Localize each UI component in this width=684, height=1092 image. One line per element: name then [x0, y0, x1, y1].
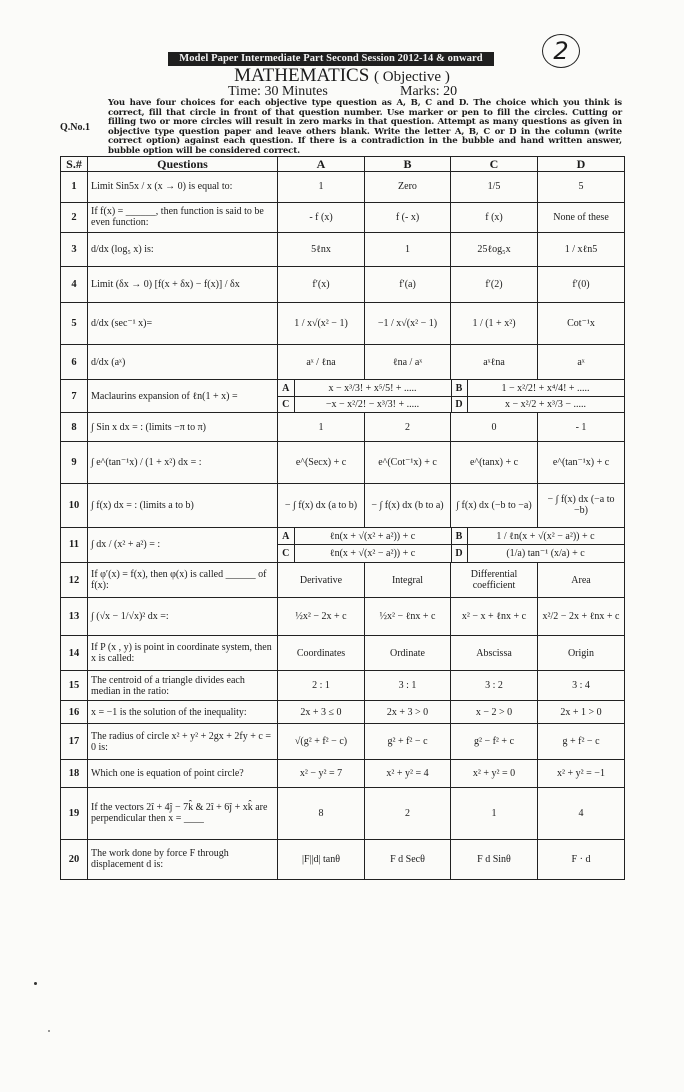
option-a: e^(Secx) + c	[278, 441, 365, 483]
question-number: 2	[61, 202, 88, 233]
option-c: x − 2 > 0	[451, 700, 538, 724]
option-c: 25ℓog₅x	[451, 233, 538, 267]
question-row	[61, 839, 625, 879]
question-row	[61, 302, 625, 344]
option-d: − ∫ f(x) dx (−a to −b)	[538, 484, 625, 528]
option-d: x²/2 − 2x + ℓnx + c	[538, 598, 625, 636]
option-letter-d: D	[451, 396, 467, 412]
option-c: 1 / (1 + x²)	[451, 302, 538, 344]
option-a: - f (x)	[278, 202, 365, 233]
question-row	[61, 233, 625, 267]
option-letter-c: C	[278, 396, 294, 412]
option-c: f′(2)	[451, 267, 538, 302]
instructions: You have four choices for each objective type question as A, B, C and D. The choice which you think is correct, fill that circle in front of that question number. Use marker or pen to fill the circles. Cutting or filling two or more circles will result in zero marks in that question. Attempt as many questions as given in objective type question paper and leave others blank. Write the letter A, B, C or D in the column (write correct option) against each question. If there is a contradiction in the bubble and hand written answer, bubble option will be considered correct.	[108, 98, 622, 156]
option-a: 8	[278, 787, 365, 839]
question-text: ∫ Sin x dx = : (limits −π to π)	[88, 413, 278, 441]
option-b: ℓna / aˣ	[365, 345, 451, 380]
question-number: 18	[61, 759, 88, 787]
question-text: If P (x , y) is point in coordinate system, then x is called:	[88, 636, 278, 671]
subject-title	[0, 65, 684, 87]
question-number: 14	[61, 636, 88, 671]
scan-mark	[48, 1030, 50, 1032]
question-number: 13	[61, 598, 88, 636]
option-a: − ∫ f(x) dx (a to b)	[278, 484, 365, 528]
option-letter-a: A	[278, 528, 294, 545]
options-grid	[278, 380, 625, 412]
header-sn: S.#	[61, 157, 88, 172]
question-number: 20	[61, 839, 88, 879]
question-row	[61, 172, 625, 203]
question-row	[61, 671, 625, 700]
questions-body	[61, 172, 625, 880]
question-row	[61, 202, 625, 233]
option-c: 1	[451, 787, 538, 839]
option-c: g² − f² + c	[451, 724, 538, 759]
question-text: ∫ (√x − 1/√x)² dx =:	[88, 598, 278, 636]
option-letter-b: B	[451, 380, 467, 396]
question-text: If the vectors 2î + 4ĵ − 7k̂ & 2î + 6ĵ + xk̂ are perpendicular then x = ____	[88, 787, 278, 839]
question-text: If φ′(x) = f(x), then φ(x) is called ______ of f(x):	[88, 563, 278, 598]
option-c: ∫ f(x) dx (−b to −a)	[451, 484, 538, 528]
question-text: Which one is equation of point circle?	[88, 759, 278, 787]
question-text: ∫ f(x) dx = : (limits a to b)	[88, 484, 278, 528]
option-c: F d Sinθ	[451, 839, 538, 879]
header-b: B	[365, 157, 451, 172]
options-grid	[278, 528, 625, 562]
question-number: 8	[61, 413, 88, 441]
question-number: 5	[61, 302, 88, 344]
question-number-label: Q.No.1	[60, 122, 90, 133]
option-letter-c: C	[278, 545, 294, 562]
option-c: Differential coefficient	[451, 563, 538, 598]
option-b: 1 / ℓn(x + √(x² − a²)) + c	[467, 528, 624, 545]
question-row	[61, 724, 625, 759]
questions-table	[60, 156, 625, 880]
question-text: ∫ e^(tan⁻¹x) / (1 + x²) dx = :	[88, 441, 278, 483]
options-block	[278, 380, 625, 413]
option-d: Area	[538, 563, 625, 598]
session-banner: Model Paper Intermediate Part Second Session 2012-14 & onward	[168, 52, 494, 66]
question-row	[61, 380, 625, 413]
option-b: ½x² − ℓnx + c	[365, 598, 451, 636]
header-d: D	[538, 157, 625, 172]
header-a: A	[278, 157, 365, 172]
option-c: −x − x²/2! − x³/3! + .....	[294, 396, 451, 412]
option-a: Coordinates	[278, 636, 365, 671]
question-number: 7	[61, 380, 88, 413]
header-c: C	[451, 157, 538, 172]
option-b: 1	[365, 233, 451, 267]
option-b: g² + f² − c	[365, 724, 451, 759]
option-a: x − x³/3! + x⁵/5! + .....	[294, 380, 451, 396]
option-d: x − x²/2 + x³/3 − .....	[467, 396, 624, 412]
question-text: The radius of circle x² + y² + 2gx + 2fy + c = 0 is:	[88, 724, 278, 759]
question-number: 17	[61, 724, 88, 759]
option-d: aˣ	[538, 345, 625, 380]
option-c: x² + y² = 0	[451, 759, 538, 787]
question-row	[61, 267, 625, 302]
option-d: 2x + 1 > 0	[538, 700, 625, 724]
option-c: 1/5	[451, 172, 538, 203]
scan-mark	[34, 982, 37, 985]
question-row	[61, 563, 625, 598]
option-b: 2	[365, 787, 451, 839]
time-allowed: Time: 30 Minutes	[228, 84, 328, 99]
option-letter-d: D	[451, 545, 467, 562]
option-c: aˣℓna	[451, 345, 538, 380]
question-number: 19	[61, 787, 88, 839]
option-d: 5	[538, 172, 625, 203]
question-text: The centroid of a triangle divides each median in the ratio:	[88, 671, 278, 700]
option-c: 0	[451, 413, 538, 441]
option-d: f′(0)	[538, 267, 625, 302]
option-b: 3 : 1	[365, 671, 451, 700]
page-number-circle: 2	[542, 34, 580, 68]
question-text: If f(x) = ______, then function is said to be even function:	[88, 202, 278, 233]
option-a: ½x² − 2x + c	[278, 598, 365, 636]
options-row	[278, 528, 624, 545]
option-d: - 1	[538, 413, 625, 441]
option-a: 2 : 1	[278, 671, 365, 700]
question-number: 16	[61, 700, 88, 724]
question-row	[61, 441, 625, 483]
option-b: Integral	[365, 563, 451, 598]
total-marks: Marks: 20	[400, 84, 458, 99]
option-b: F d Secθ	[365, 839, 451, 879]
option-a: 1	[278, 413, 365, 441]
header-questions: Questions	[88, 157, 278, 172]
question-text: ∫ dx / (x² + a²) = :	[88, 527, 278, 562]
option-c: 3 : 2	[451, 671, 538, 700]
option-d: g + f² − c	[538, 724, 625, 759]
option-b: 2x + 3 > 0	[365, 700, 451, 724]
option-b: − ∫ f(x) dx (b to a)	[365, 484, 451, 528]
option-a: f′(x)	[278, 267, 365, 302]
question-text: d/dx (aˣ)	[88, 345, 278, 380]
option-b: e^(Cot⁻¹x) + c	[365, 441, 451, 483]
option-a: 1 / x√(x² − 1)	[278, 302, 365, 344]
option-a: |F||d| tanθ	[278, 839, 365, 879]
option-a: 1	[278, 172, 365, 203]
options-row	[278, 396, 624, 412]
option-a: ℓn(x + √(x² + a²)) + c	[294, 528, 451, 545]
paper-type: ( Objective )	[374, 69, 450, 85]
option-a: x² − y² = 7	[278, 759, 365, 787]
question-row	[61, 527, 625, 562]
option-b: 2	[365, 413, 451, 441]
question-number: 11	[61, 527, 88, 562]
question-text: Maclaurins expansion of ℓn(1 + x) =	[88, 380, 278, 413]
question-number: 15	[61, 671, 88, 700]
question-text: d/dx (sec⁻¹ x)=	[88, 302, 278, 344]
question-text: Limit (δx → 0) [f(x + δx) − f(x)] / δx	[88, 267, 278, 302]
option-d: Cot⁻¹x	[538, 302, 625, 344]
option-letter-b: B	[451, 528, 467, 545]
option-b: Zero	[365, 172, 451, 203]
question-row	[61, 787, 625, 839]
question-row	[61, 345, 625, 380]
option-a: aˣ / ℓna	[278, 345, 365, 380]
option-b: f′(a)	[365, 267, 451, 302]
option-d: 4	[538, 787, 625, 839]
question-number: 1	[61, 172, 88, 203]
question-text: d/dx (log₅ x) is:	[88, 233, 278, 267]
question-number: 9	[61, 441, 88, 483]
option-c: ℓn(x + √(x² − a²)) + c	[294, 545, 451, 562]
question-text: The work done by force F through displacement d is:	[88, 839, 278, 879]
option-a: 2x + 3 ≤ 0	[278, 700, 365, 724]
option-a: Derivative	[278, 563, 365, 598]
options-row	[278, 380, 624, 396]
option-a: 5ℓnx	[278, 233, 365, 267]
question-number: 3	[61, 233, 88, 267]
options-row	[278, 545, 624, 562]
option-d: x² + y² = −1	[538, 759, 625, 787]
option-b: x² + y² = 4	[365, 759, 451, 787]
option-c: e^(tanx) + c	[451, 441, 538, 483]
option-d: (1/a) tan⁻¹ (x/a) + c	[467, 545, 624, 562]
option-b: f (- x)	[365, 202, 451, 233]
option-letter-a: A	[278, 380, 294, 396]
option-c: x² − x + ℓnx + c	[451, 598, 538, 636]
subject-name: MATHEMATICS	[234, 65, 370, 86]
question-row	[61, 700, 625, 724]
option-c: f (x)	[451, 202, 538, 233]
question-row	[61, 759, 625, 787]
question-number: 4	[61, 267, 88, 302]
option-b: 1 − x²/2! + x⁴/4! + .....	[467, 380, 624, 396]
question-number: 6	[61, 345, 88, 380]
option-d: 1 / xℓn5	[538, 233, 625, 267]
question-row	[61, 484, 625, 528]
question-text: Limit Sin5x / x (x → 0) is equal to:	[88, 172, 278, 203]
options-block	[278, 527, 625, 562]
option-d: 3 : 4	[538, 671, 625, 700]
option-d: Origin	[538, 636, 625, 671]
question-row	[61, 598, 625, 636]
option-b: −1 / x√(x² − 1)	[365, 302, 451, 344]
option-d: None of these	[538, 202, 625, 233]
question-number: 10	[61, 484, 88, 528]
question-row	[61, 413, 625, 441]
option-d: e^(tan⁻¹x) + c	[538, 441, 625, 483]
question-text: x = −1 is the solution of the inequality:	[88, 700, 278, 724]
question-number: 12	[61, 563, 88, 598]
option-b: Ordinate	[365, 636, 451, 671]
option-a: √(g² + f² − c)	[278, 724, 365, 759]
option-c: Abscissa	[451, 636, 538, 671]
option-d: F · d	[538, 839, 625, 879]
question-row	[61, 636, 625, 671]
